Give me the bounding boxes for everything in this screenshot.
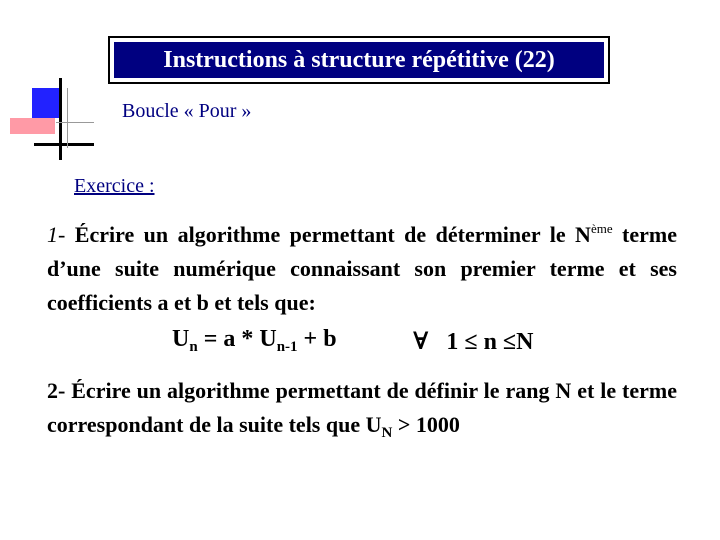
decor-horizontal-line: [34, 143, 94, 146]
title-banner: [108, 36, 610, 84]
subtitle: Boucle « Pour »: [122, 100, 252, 122]
formula-u: U: [172, 326, 190, 352]
page-title: Instructions à structure répétitive (22): [114, 42, 604, 78]
question-1-text: Écrire un algorithme permettant de déterminer le N: [65, 222, 591, 247]
exercise-label: Exercice :: [74, 175, 155, 197]
formula-eq: = a * U: [197, 326, 277, 352]
range-text: 1 ≤ n ≤N: [440, 329, 534, 355]
question-2: [47, 374, 677, 450]
decor-pink-bar: [10, 118, 55, 134]
range-formula: [413, 326, 533, 356]
decor-vertical-line: [59, 78, 62, 160]
question-2-sub: N: [381, 425, 393, 441]
formula-sub-n: n: [189, 339, 198, 355]
forall-symbol: ∀: [413, 329, 429, 355]
formula-plus-b: + b: [297, 326, 337, 352]
question-1: [47, 212, 677, 320]
question-2-tail: > 1000: [392, 412, 460, 437]
formula-sub-n1: n-1: [276, 339, 298, 355]
decor-blue-square: [32, 88, 62, 118]
question-1-sup: ème: [590, 221, 613, 236]
recurrence-formula: [172, 326, 337, 356]
question-1-number: 1-: [47, 222, 66, 247]
question-2-text: 2- Écrire un algorithme permettant de définir le rang N et le terme correspondant de la suite tels que U: [47, 378, 677, 437]
decor-gray-line-v: [67, 88, 68, 148]
decor-gray-line-h: [56, 122, 94, 123]
question-1-text-tail: terme d’une suite numérique connaissant son premier terme et ses coefficients a et b et tels que:: [47, 222, 678, 315]
